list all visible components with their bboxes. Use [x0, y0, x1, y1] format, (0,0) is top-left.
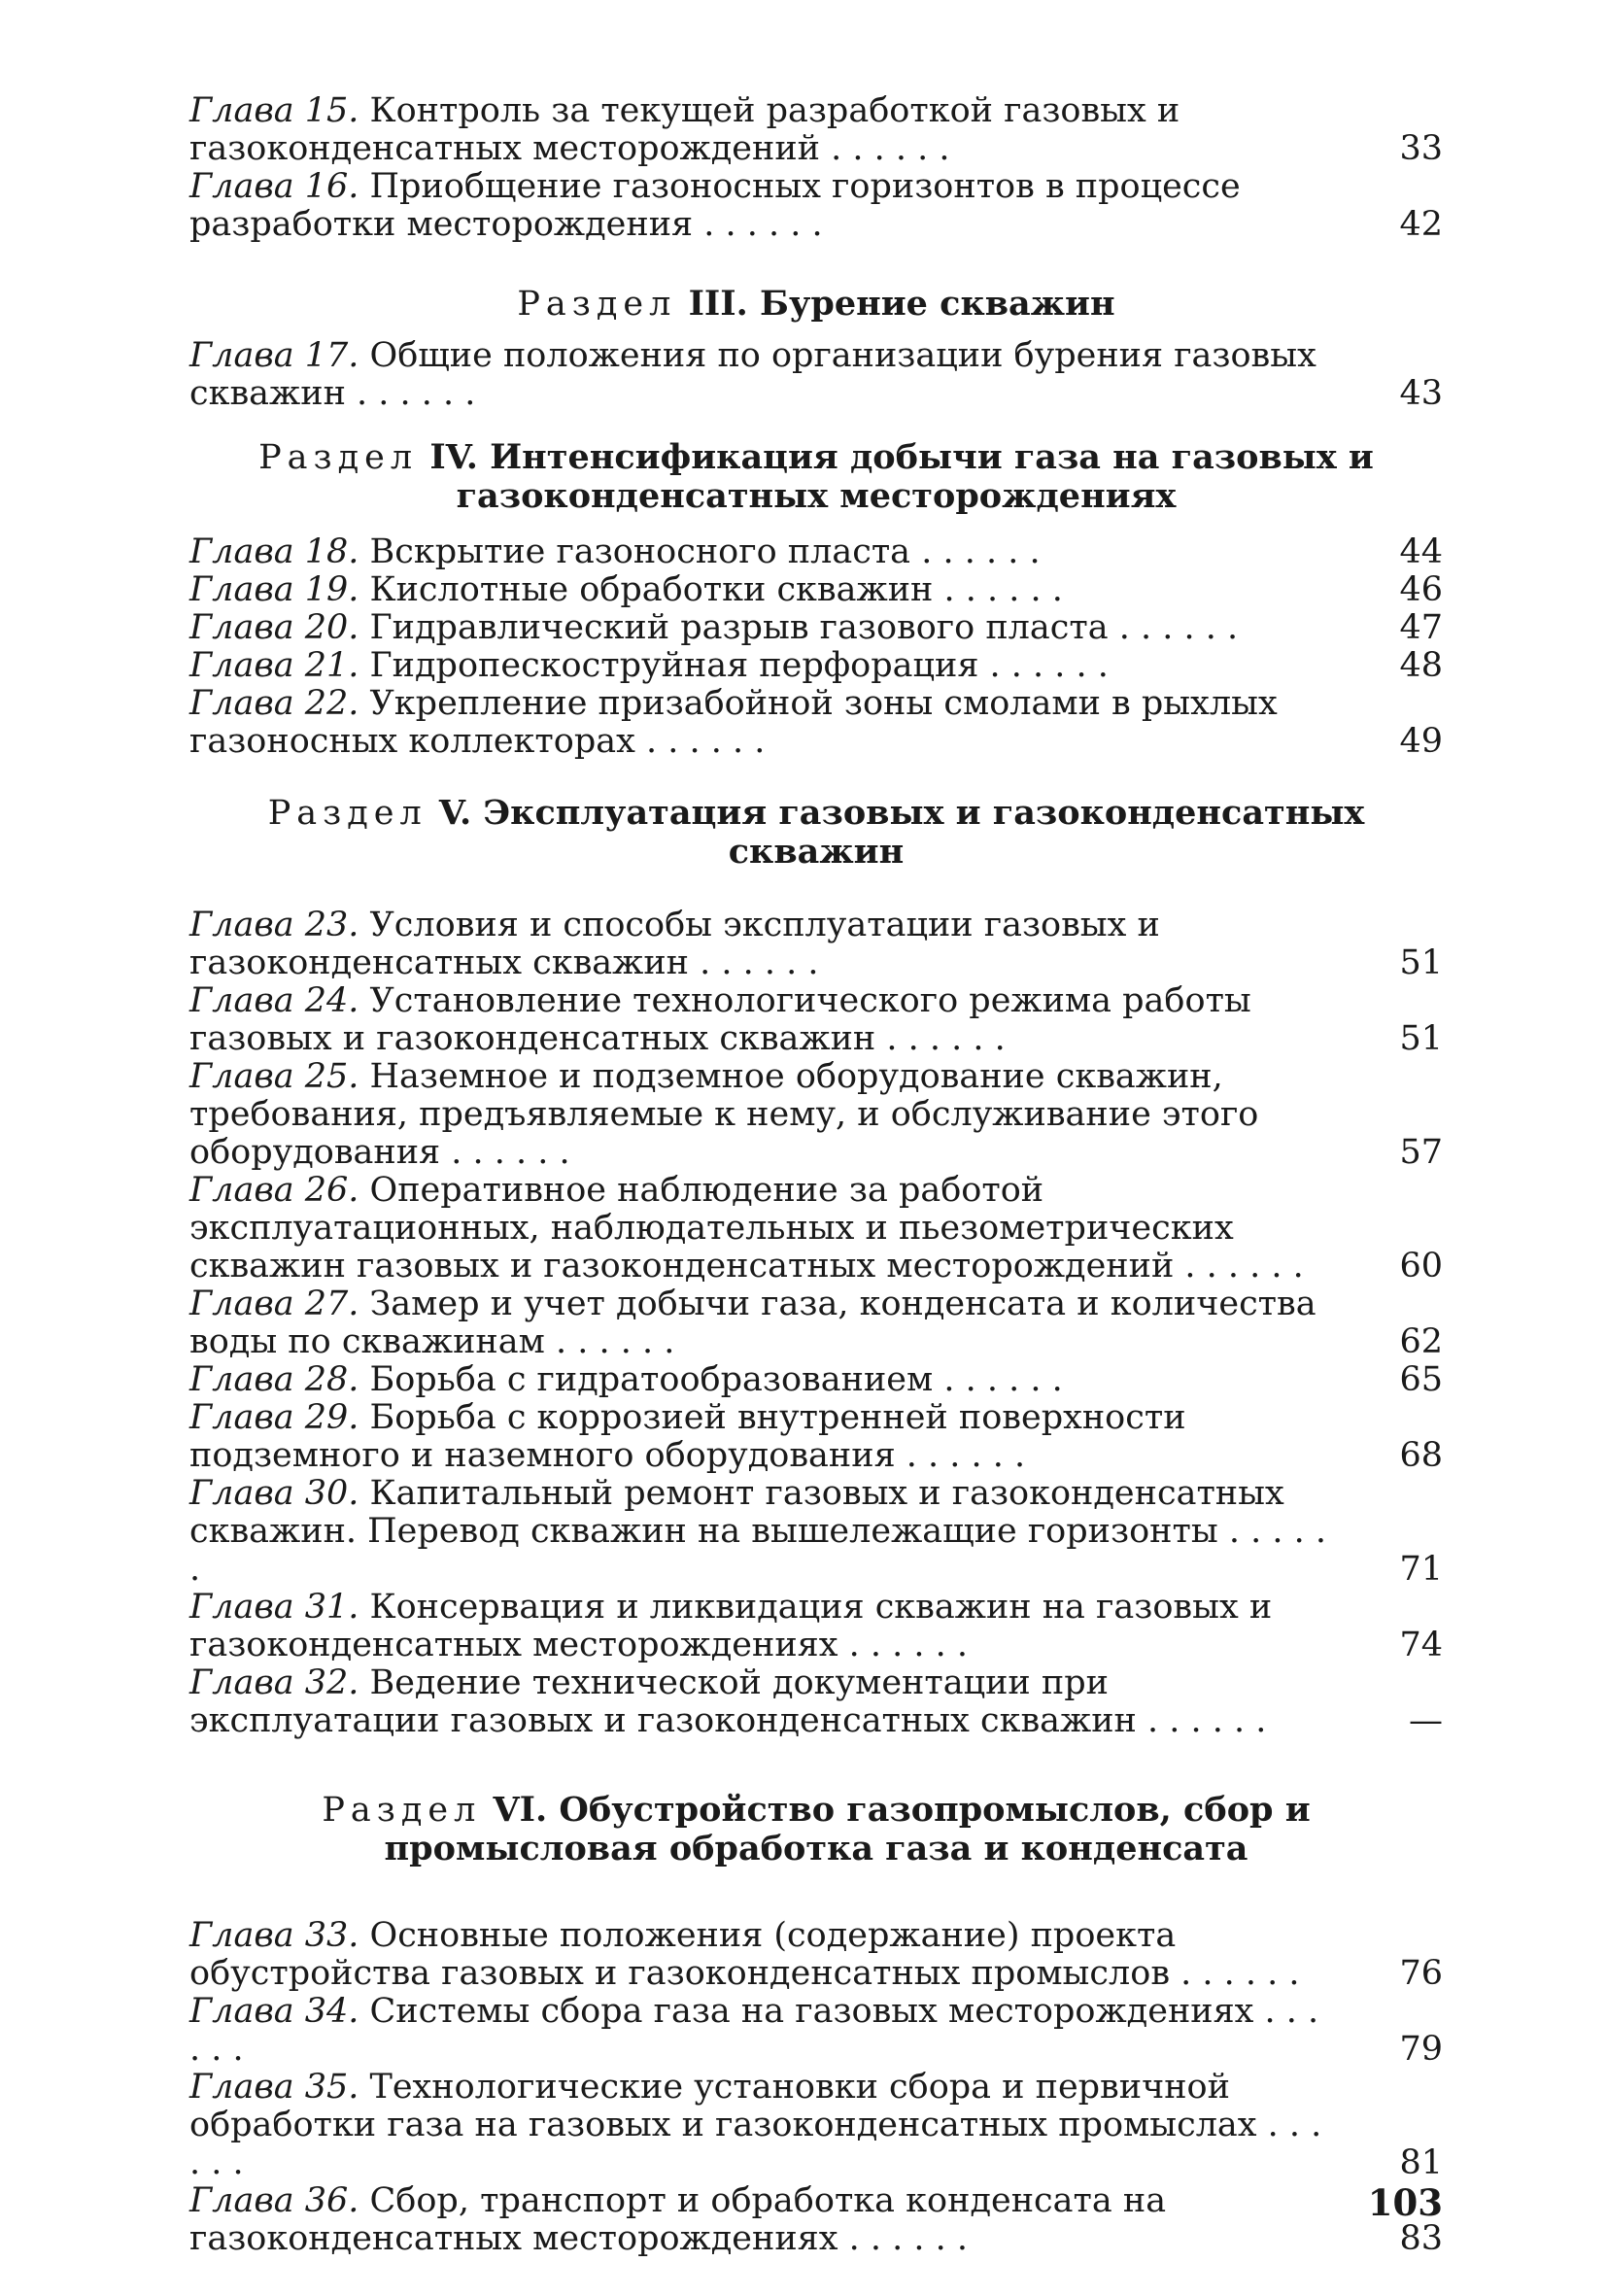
toc-entry-text: Глава 16. Приобщение газоносных горизонтов в процессе разработки месторождения . . . . . .: [189, 167, 1241, 244]
toc-entry: [189, 571, 1443, 609]
chapter-title: Условия и способы эксплуатации газовых и газоконденсатных скважин: [189, 906, 1160, 982]
chapter-label: Глава 19.: [189, 570, 359, 609]
chapter-page: 74: [1399, 1626, 1443, 1664]
toc-entry: [189, 1664, 1443, 1740]
chapter-title: Укрепление призабойной зоны смолами в рыхлых газоносных коллекторах: [189, 684, 1278, 761]
chapter-title: Гидропескоструйная перфорация: [369, 646, 979, 685]
chapter-title: Капитальный ремонт газовых и газоконденсатных скважин. Перевод скважин на вышележащие горизонты: [189, 1474, 1284, 1551]
chapter-label: Глава 36.: [189, 2181, 359, 2220]
chapter-page: 68: [1399, 1436, 1443, 1475]
chapter-title: Гидравлический разрыв газового пласта: [369, 608, 1109, 647]
toc-entry-text: Глава 15. Контроль за текущей разработкой газовых и газоконденсатных месторождений . . . . . .: [189, 91, 1180, 168]
toc-entry-text: Глава 21. Гидропескоструйная перфорация . . . . . .: [189, 646, 1109, 685]
toc-entry-text: Глава 26. Оперативное наблюдение за работой эксплуатационных, наблюдательных и пьезометрических скважин газовых и газоконденсатных месторождений . . . . . .: [189, 1171, 1304, 1285]
chapter-title: Борьба с коррозией внутренней поверхности подземного и наземного оборудования: [189, 1398, 1186, 1475]
section-heading: [189, 438, 1443, 516]
section-word: Раздел: [517, 285, 677, 324]
toc-entry-text: Глава 34. Системы сбора газа на газовых месторождениях . . . . . .: [189, 1992, 1319, 2069]
chapter-title: Ведение технической документации при эксплуатации газовых и газоконденсатных скважин: [189, 1663, 1137, 1740]
toc-entry: [189, 685, 1443, 761]
chapter-label: Глава 30.: [189, 1474, 359, 1513]
toc-entry: [189, 2182, 1443, 2258]
toc-entry-text: Глава 29. Борьба с коррозией внутренней поверхности подземного и наземного оборудования . . . . . .: [189, 1398, 1186, 1475]
chapter-page: 49: [1399, 722, 1443, 761]
toc-entry-text: Глава 25. Наземное и подземное оборудование скважин, требования, предъявляемые к нему, и обслуживание этого оборудования . . . . . .: [189, 1057, 1259, 1172]
toc-entry: [189, 1917, 1443, 1993]
section-word: Раздел: [322, 1791, 482, 1830]
toc-entry-text: Глава 36. Сбор, транспорт и обработка конденсата на газоконденсатных месторождениях . . . . . .: [189, 2181, 1167, 2258]
toc-entry: [189, 533, 1443, 571]
chapter-page: 79: [1399, 2030, 1443, 2069]
chapter-title: Сбор, транспорт и обработка конденсата на газоконденсатных месторождениях: [189, 2181, 1167, 2258]
chapter-label: Глава 20.: [189, 608, 359, 647]
toc-entry: [189, 982, 1443, 1058]
toc-entry-text: Глава 24. Установление технологического режима работы газовых и газоконденсатных скважин . . . . . .: [189, 981, 1251, 1058]
chapter-page: 42: [1399, 205, 1443, 244]
chapter-title: Наземное и подземное оборудование скважин, требования, предъявляемые к нему, и обслуживание этого оборудования: [189, 1057, 1259, 1172]
toc-entry-text: Глава 20. Гидравлический разрыв газового пласта . . . . . .: [189, 608, 1239, 647]
toc-entry-text: Глава 31. Консервация и ликвидация скважин на газовых и газоконденсатных месторождениях . . . . . .: [189, 1588, 1273, 1664]
chapter-page: 51: [1399, 943, 1443, 982]
chapter-title: Оперативное наблюдение за работой эксплуатационных, наблюдательных и пьезометрических скважин газовых и газоконденсатных месторождений: [189, 1171, 1234, 1285]
chapter-title: Системы сбора газа на газовых месторождениях: [369, 1992, 1254, 2031]
toc-entry: [189, 168, 1443, 244]
chapter-page: 60: [1399, 1247, 1443, 1285]
toc-entry-text: Глава 23. Условия и способы эксплуатации газовых и газоконденсатных скважин . . . . . .: [189, 906, 1160, 982]
chapter-page: 33: [1399, 129, 1443, 168]
toc-entry: [189, 609, 1443, 647]
chapter-page: 81: [1399, 2143, 1443, 2182]
chapter-title: Консервация и ликвидация скважин на газовых и газоконденсатных месторождениях: [189, 1588, 1273, 1664]
chapter-page: 44: [1399, 532, 1443, 571]
chapter-label: Глава 35.: [189, 2068, 359, 2107]
table-of-contents: [189, 92, 1443, 2258]
toc-entry: [189, 907, 1443, 982]
chapter-page: 51: [1399, 1019, 1443, 1058]
chapter-title: Технологические установки сбора и первичной обработки газа на газовых и газоконденсатных промыслах: [189, 2068, 1257, 2144]
chapter-label: Глава 26.: [189, 1171, 359, 1210]
chapter-title: Контроль за текущей разработкой газовых и газоконденсатных месторождений: [189, 91, 1180, 168]
toc-entry-text: Глава 32. Ведение технической документации при эксплуатации газовых и газоконденсатных скважин . . . . . .: [189, 1663, 1267, 1740]
chapter-label: Глава 32.: [189, 1663, 359, 1702]
section-heading: [189, 794, 1443, 872]
chapter-page: 48: [1399, 646, 1443, 685]
chapter-label: Глава 24.: [189, 981, 359, 1020]
toc-entry-text: Глава 33. Основные положения (содержание) проекта обустройства газовых и газоконденсатных промыслов . . . . . .: [189, 1916, 1300, 1993]
chapter-title: Борьба с гидратообразованием: [369, 1360, 934, 1399]
chapter-title: Кислотные обработки скважин: [369, 570, 934, 609]
toc-entry: [189, 337, 1443, 413]
chapter-label: Глава 23.: [189, 906, 359, 944]
chapter-label: Глава 16.: [189, 167, 359, 206]
chapter-label: Глава 17.: [189, 336, 359, 375]
toc-entry: [189, 2069, 1443, 2182]
toc-entry: [189, 1361, 1443, 1399]
toc-entry-text: Глава 22. Укрепление призабойной зоны смолами в рыхлых газоносных коллекторах . . . . . .: [189, 684, 1278, 761]
chapter-title: Основные положения (содержание) проекта обустройства газовых и газоконденсатных промыслов: [189, 1916, 1177, 1993]
chapter-page: 46: [1399, 570, 1443, 609]
section-title: VI. Обустройство газопромыслов, сбор и промысловая обработка газа и конденсата: [384, 1790, 1311, 1868]
toc-entry: [189, 647, 1443, 685]
toc-entry: [189, 92, 1443, 168]
toc-entry: [189, 1172, 1443, 1285]
chapter-page: 76: [1399, 1954, 1443, 1993]
chapter-label: Глава 25.: [189, 1057, 359, 1096]
chapter-label: Глава 28.: [189, 1360, 359, 1399]
chapter-page: 71: [1399, 1550, 1443, 1589]
chapter-page: 65: [1399, 1360, 1443, 1399]
section-title: V. Эксплуатация газовых и газоконденсатных скважин: [438, 793, 1365, 872]
toc-entry-text: Глава 28. Борьба с гидратообразованием . . . . . .: [189, 1360, 1063, 1399]
chapter-label: Глава 27.: [189, 1285, 359, 1323]
chapter-page: —: [1409, 1701, 1443, 1740]
chapter-label: Глава 31.: [189, 1588, 359, 1627]
chapter-title: Установление технологического режима работы газовых и газоконденсатных скважин: [189, 981, 1251, 1058]
toc-entry: [189, 1993, 1443, 2069]
toc-entry: [189, 1475, 1443, 1589]
chapter-label: Глава 18.: [189, 532, 359, 571]
chapter-label: Глава 29.: [189, 1398, 359, 1437]
toc-entry: [189, 1399, 1443, 1475]
chapter-label: Глава 22.: [189, 684, 359, 723]
toc-entry: [189, 1589, 1443, 1664]
toc-entry-text: Глава 19. Кислотные обработки скважин . . . . . .: [189, 570, 1063, 609]
chapter-title: Вскрытие газоносного пласта: [369, 532, 911, 571]
chapter-label: Глава 33.: [189, 1916, 359, 1955]
section-heading: [189, 1791, 1443, 1868]
chapter-title: Общие положения по организации бурения газовых скважин: [189, 336, 1316, 413]
chapter-title: Приобщение газоносных горизонтов в процессе разработки месторождения: [189, 167, 1241, 244]
toc-entry-text: Глава 35. Технологические установки сбора и первичной обработки газа на газовых и газоконденсатных промыслах . . . . . .: [189, 2068, 1322, 2182]
page-number: 103: [1367, 2181, 1443, 2224]
toc-entry-text: Глава 18. Вскрытие газоносного пласта . . . . . .: [189, 532, 1041, 571]
section-heading: [189, 285, 1443, 324]
chapter-label: Глава 21.: [189, 646, 359, 685]
chapter-page: 57: [1399, 1133, 1443, 1172]
toc-entry: [189, 1058, 1443, 1172]
section-title: IV. Интенсификация добычи газа на газовых и газоконденсатных месторождениях: [429, 437, 1374, 516]
chapter-label: Глава 15.: [189, 91, 359, 130]
chapter-page: 43: [1399, 374, 1443, 413]
section-word: Раздел: [267, 794, 427, 833]
chapter-page: 47: [1399, 608, 1443, 647]
toc-entry-text: Глава 27. Замер и учет добычи газа, конденсата и количества воды по скважинам . . . . . .: [189, 1285, 1316, 1361]
toc-entry: [189, 1285, 1443, 1361]
toc-entry-text: Глава 30. Капитальный ремонт газовых и газоконденсатных скважин. Перевод скважин на вышележащие горизонты . . . . . .: [189, 1474, 1326, 1589]
chapter-page: 83: [1399, 2219, 1443, 2258]
section-title: III. Бурение скважин: [688, 284, 1115, 324]
toc-entry-text: Глава 17. Общие положения по организации бурения газовых скважин . . . . . .: [189, 336, 1316, 413]
chapter-title: Замер и учет добычи газа, конденсата и количества воды по скважинам: [189, 1285, 1316, 1361]
section-word: Раздел: [258, 438, 419, 477]
chapter-label: Глава 34.: [189, 1992, 359, 2031]
chapter-page: 62: [1399, 1322, 1443, 1361]
